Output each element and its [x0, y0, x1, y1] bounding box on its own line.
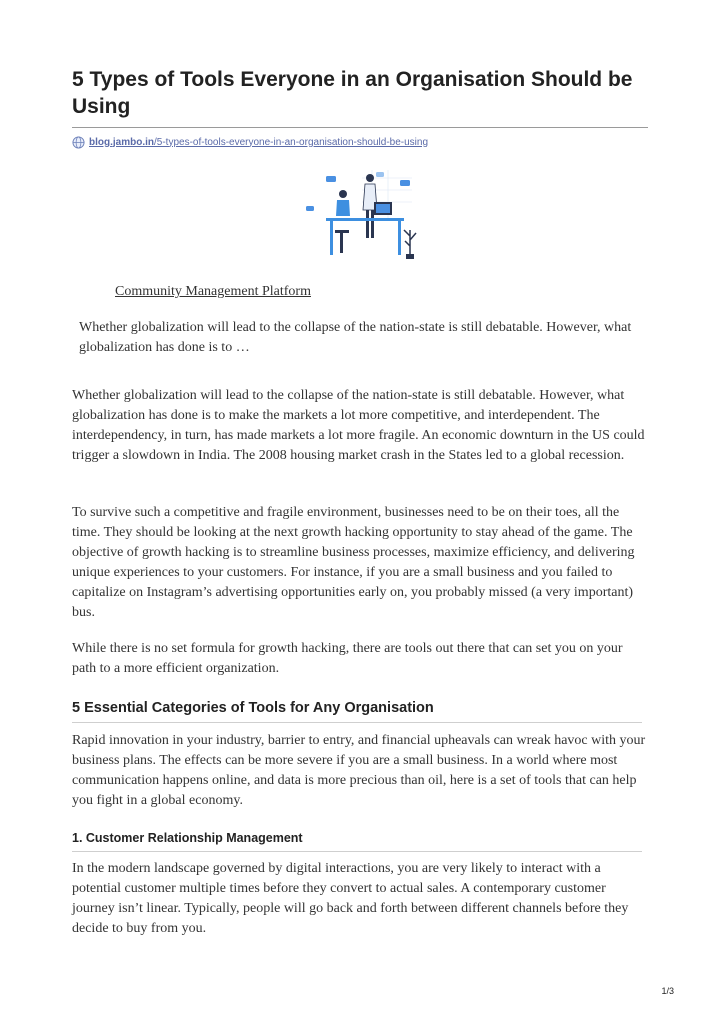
- body-paragraph-3: While there is no set formula for growth hacking, there are tools out there that can set you on your path to a more efficient organization.: [72, 641, 623, 676]
- body-paragraph-5: In the modern landscape governed by digital interactions, you are very likely to interact with a potential customer multiple times before they convert to actual sales. A contemporary customer journey isn’t linear. Typically, people will go back and forth between different channels before they decide to buy from you.: [72, 861, 629, 936]
- source-link[interactable]: [72, 134, 428, 150]
- section-divider: [72, 722, 642, 723]
- page-number: 1/3: [661, 986, 674, 996]
- section-heading: 5 Essential Categories of Tools for Any Organisation: [72, 700, 434, 716]
- globe-icon: [72, 136, 85, 149]
- office-illustration: [302, 170, 422, 265]
- source-domain[interactable]: blog.jambo.in: [89, 136, 154, 148]
- article-title: 5 Types of Tools Everyone in an Organisation Should be Using: [72, 68, 633, 118]
- subsection-heading: 1. Customer Relationship Management: [72, 831, 303, 845]
- related-link-excerpt: Whether globalization will lead to the collapse of the nation-state is still debatable. However, what globalization has done is to …: [79, 320, 632, 355]
- body-paragraph-2: To survive such a competitive and fragile environment, businesses need to be on their toes, all the time. They should be looking at the next growth hacking opportunity to stay ahead of the game. The objective of growth hacking is to streamline business processes, maximize efficiency, and delivering unique experiences to your customers. For instance, if you are a small business and you failed to capitalize on Instagram’s advertising opportunities early on, you probably missed (a very important) bus.: [72, 505, 635, 620]
- body-paragraph-4: Rapid innovation in your industry, barrier to entry, and financial upheavals can wreak havoc with your business plans. The effects can be more severe if you are a small business. In a world where most communication happens online, and data is more precious than oil, here is a set of tools that can help you fight in a global economy.: [72, 733, 646, 808]
- body-paragraph-1: Whether globalization will lead to the collapse of the nation-state is still debatable. However, what globalization has done is to make the markets a lot more competitive, and interdependent. The interdependency, in turn, has made markets a lot more fragile. An economic downturn in the US could trigger a slowdown in India. The 2008 housing market crash in the States led to a global recession.: [72, 388, 645, 463]
- source-path[interactable]: /5-types-of-tools-everyone-in-an-organisation-should-be-using: [154, 136, 429, 148]
- title-divider: [72, 127, 648, 128]
- related-link-title[interactable]: Community Management Platform: [115, 284, 311, 299]
- subsection-divider: [72, 851, 642, 852]
